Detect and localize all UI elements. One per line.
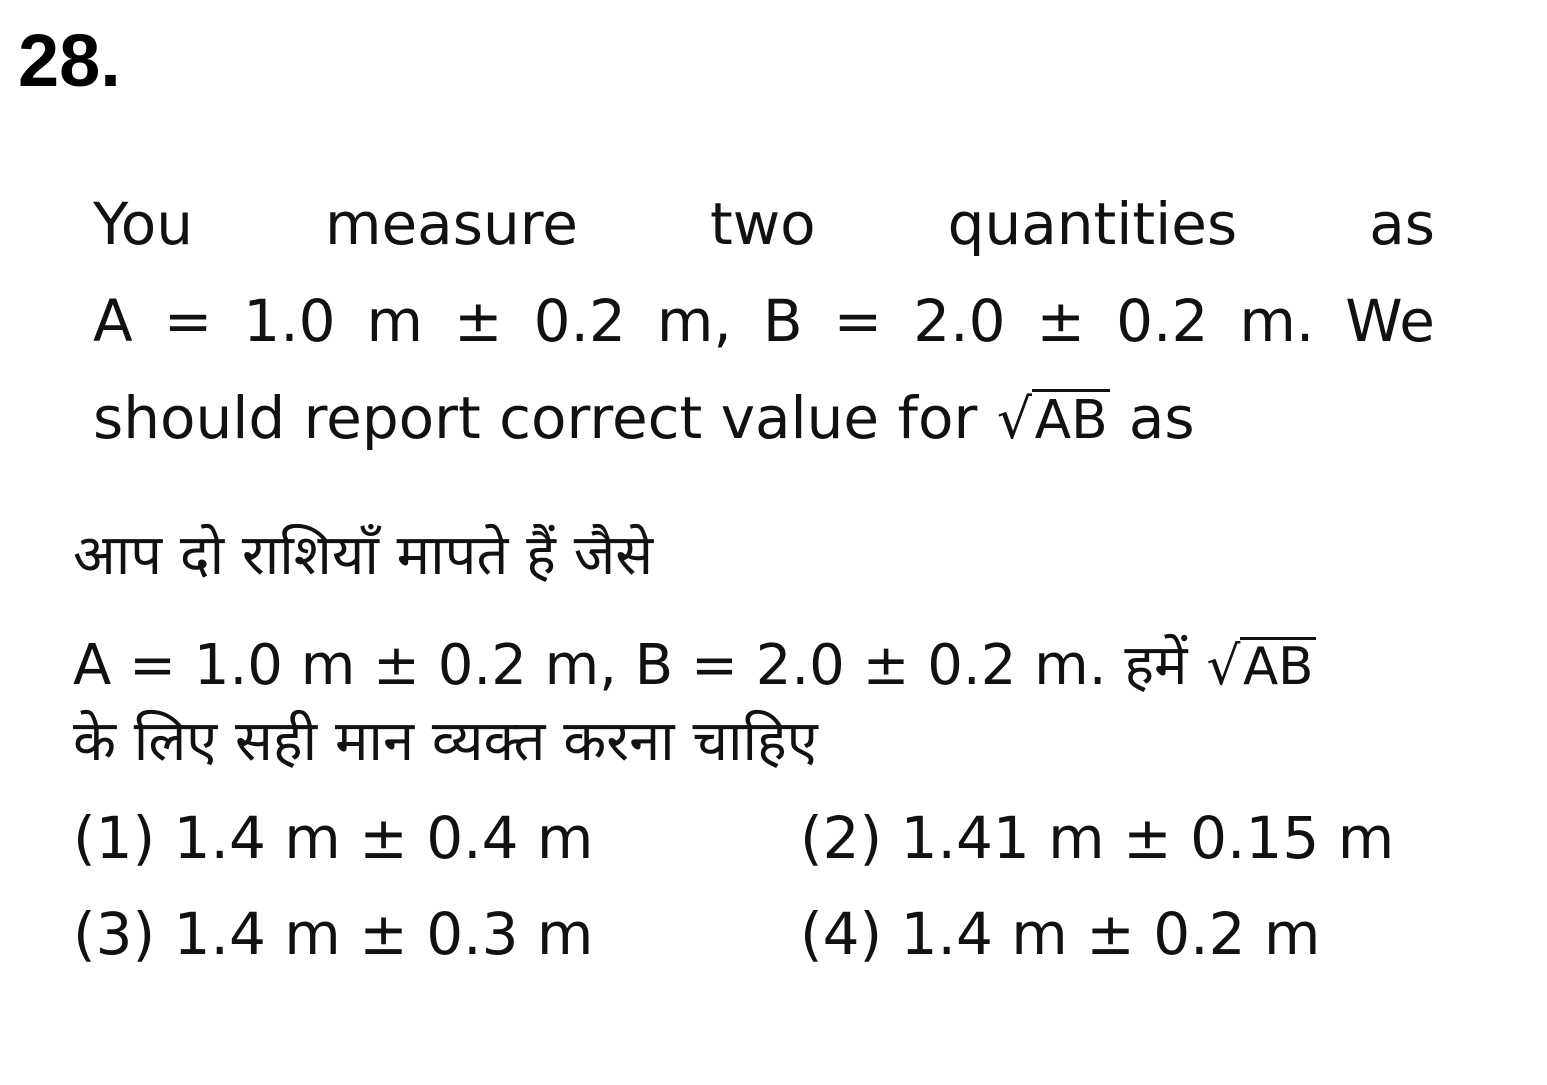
- word: You: [93, 190, 193, 258]
- sqrt-symbol: √: [996, 387, 1033, 451]
- square-root-expression: [996, 370, 1111, 468]
- word: quantities: [947, 190, 1238, 258]
- english-line-1: [93, 176, 1435, 273]
- option-text: 1.41 m ± 0.15 m: [900, 804, 1395, 872]
- option-label: (4): [800, 900, 883, 968]
- option-2[interactable]: [800, 798, 1394, 878]
- word: 0.2: [1116, 287, 1209, 355]
- word: as: [1369, 190, 1435, 258]
- english-line-3: [93, 370, 1435, 467]
- word: 2.0: [913, 287, 1006, 355]
- option-label: (2): [800, 804, 883, 872]
- option-3[interactable]: [73, 894, 593, 974]
- word: 1.0: [243, 287, 336, 355]
- sqrt-radicand: AB: [1032, 389, 1110, 448]
- hindi-line-2-prefix: A = 1.0 m ± 0.2 m, B = 2.0 ± 0.2 m. हमें: [73, 633, 1188, 698]
- question-text-english: [93, 176, 1435, 467]
- option-text: 1.4 m ± 0.3 m: [173, 900, 594, 968]
- english-line-2: [93, 273, 1435, 370]
- word: B: [762, 287, 803, 355]
- option-1[interactable]: [73, 798, 593, 878]
- word: ±: [1036, 287, 1086, 355]
- word: measure: [325, 190, 578, 258]
- hindi-line-2: [73, 626, 1316, 706]
- hindi-line-1: आप दो राशियाँ मापते हैं जैसे: [73, 523, 654, 588]
- square-root-expression-hindi: [1205, 626, 1316, 706]
- option-4[interactable]: [800, 894, 1320, 974]
- word: 0.2: [533, 287, 626, 355]
- word: m.: [1239, 287, 1315, 355]
- word: =: [833, 287, 883, 355]
- word: m: [366, 287, 424, 355]
- word: two: [709, 190, 816, 258]
- word: A: [93, 287, 133, 355]
- sqrt-radicand: AB: [1240, 637, 1316, 694]
- word: ±: [454, 287, 503, 355]
- word: We: [1345, 287, 1435, 355]
- option-label: (3): [73, 900, 156, 968]
- option-label: (1): [73, 804, 156, 872]
- option-text: 1.4 m ± 0.2 m: [900, 900, 1321, 968]
- word: =: [163, 287, 213, 355]
- english-line-3-suffix: as: [1128, 384, 1195, 452]
- question-number: 28.: [18, 19, 121, 102]
- sqrt-symbol: √: [1206, 635, 1241, 697]
- option-text: 1.4 m ± 0.4 m: [173, 804, 594, 872]
- word: m,: [656, 287, 732, 355]
- english-line-3-prefix: should report correct value for: [93, 384, 978, 452]
- hindi-line-3: के लिए सही मान व्यक्त करना चाहिए: [73, 709, 818, 774]
